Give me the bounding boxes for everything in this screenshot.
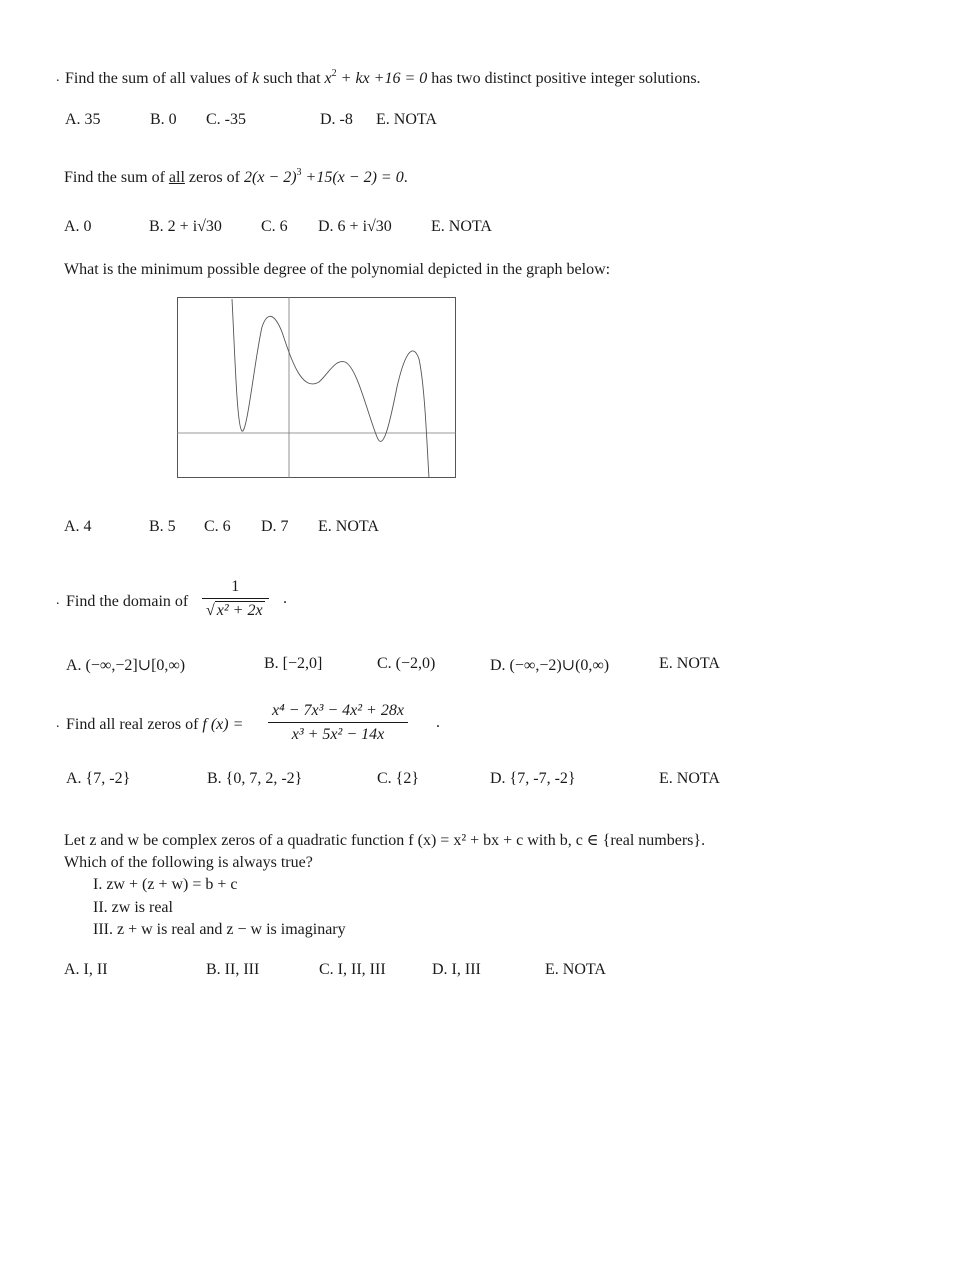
q6-choice-e[interactable]: E. NOTA [545, 961, 606, 978]
sqrt-icon: √ [206, 602, 215, 619]
q1-text-c: has two distinct positive integer solutions. [427, 70, 701, 87]
q4-fraction [202, 578, 269, 620]
q4-choice-b[interactable]: B. [−2,0] [264, 655, 323, 672]
q5-fx: f (x) = [202, 716, 244, 733]
q2-choice-d[interactable]: D. 6 + i√30 [318, 218, 392, 235]
graph-frame [178, 298, 456, 478]
q4-choice-c[interactable]: C. (−2,0) [377, 655, 436, 672]
q3-prompt: What is the minimum possible degree of the polynomial depicted in the graph below: [64, 261, 611, 278]
q5-choice-a[interactable]: A. {7, -2} [66, 770, 131, 787]
q6-line2: Which of the following is always true? [64, 854, 313, 871]
q5-end: . [436, 714, 440, 731]
q1-text-b: such that [259, 70, 325, 87]
q3-choice-a[interactable]: A. 4 [64, 518, 92, 535]
q4-choice-e[interactable]: E. NOTA [659, 655, 720, 672]
q1-eq-rest: + kx +16 = 0 [336, 70, 428, 87]
q3-choice-c[interactable]: C. 6 [204, 518, 231, 535]
q2-expr-b: +15(x − 2) = 0 [301, 169, 404, 186]
q1-choice-a[interactable]: A. 35 [65, 111, 101, 128]
q2-text-b: zeros of [184, 169, 244, 186]
q2-choice-e[interactable]: E. NOTA [431, 218, 492, 235]
q1-text-a: Find the sum of all values of [65, 70, 253, 87]
q2-prompt: Find the sum of all zeros of $2(x - 2)^3 +15(x - 2) = 0$. [64, 167, 408, 186]
q5-choice-d[interactable]: D. {7, -7, -2} [490, 770, 576, 787]
q4-radicand: x² + 2x [216, 602, 263, 619]
q1-lead-mark: . [56, 70, 60, 85]
q5-choice-e[interactable]: E. NOTA [659, 770, 720, 787]
q2-underlined-all: all [168, 169, 185, 186]
q5-denominator: x³ + 5x² − 14x [291, 726, 385, 743]
q5-choice-c[interactable]: C. {2} [377, 770, 420, 787]
q1-choice-d[interactable]: D. -8 [320, 111, 353, 128]
q5-choice-b[interactable]: B. {0, 7, 2, -2} [207, 770, 303, 787]
q6-item-3: III. z + w is real and z − w is imaginary [93, 921, 346, 938]
q6-choice-c[interactable]: C. I, II, III [319, 961, 386, 978]
q1-choice-e[interactable]: E. NOTA [376, 111, 437, 128]
q3-choice-d[interactable]: D. 7 [261, 518, 289, 535]
q5-numerator: x⁴ − 7x³ − 4x² + 28x [268, 702, 408, 723]
q5-fraction [268, 702, 408, 744]
q6-choice-d[interactable]: D. I, III [432, 961, 481, 978]
q5-prompt [66, 716, 243, 734]
q1-prompt: Find the sum of all values of k such that $x^2$ + kx +16 = 0 has two distinct positive integer solutions. [65, 68, 701, 87]
q5-text: Find all real zeros of [66, 716, 203, 733]
q1-choice-c[interactable]: C. -35 [206, 111, 246, 128]
q4-choice-a[interactable]: A. (−∞,−2]∪[0,∞) [66, 657, 186, 674]
q2-text-a: Find the sum of [64, 169, 169, 186]
q6-item-1: I. zw + (z + w) = b + c [93, 876, 238, 893]
q1-eq-x: x [324, 70, 332, 87]
q6-line1: Let z and w be complex zeros of a quadratic function f (x) = x² + bx + c with b, c ∈ {real numbers}. [64, 832, 706, 849]
q3-choice-b[interactable]: B. 5 [149, 518, 176, 535]
q4-choice-d[interactable]: D. (−∞,−2)∪(0,∞) [490, 657, 610, 674]
q2-choice-b[interactable]: B. 2 + i√30 [149, 218, 222, 235]
q6-choice-a[interactable]: A. I, II [64, 961, 108, 978]
q5-lead-mark: . [56, 716, 60, 731]
q3-choice-e[interactable]: E. NOTA [318, 518, 379, 535]
q2-choice-a[interactable]: A. 0 [64, 218, 92, 235]
q1-choice-b[interactable]: B. 0 [150, 111, 177, 128]
q1-var-k: k [252, 70, 260, 87]
q4-end: . [283, 590, 287, 607]
q6-choice-b[interactable]: B. II, III [206, 961, 260, 978]
q6-item-2: II. zw is real [93, 899, 173, 916]
q4-numerator: 1 [202, 578, 269, 599]
q4-lead-mark: . [56, 593, 60, 608]
q2-end: . [403, 169, 408, 186]
q2-expr-a: 2(x − 2) [243, 169, 297, 186]
polynomial-curve [232, 299, 429, 478]
q4-prompt: Find the domain of [66, 593, 189, 610]
polynomial-graph [177, 297, 456, 478]
q2-choice-c[interactable]: C. 6 [261, 218, 288, 235]
